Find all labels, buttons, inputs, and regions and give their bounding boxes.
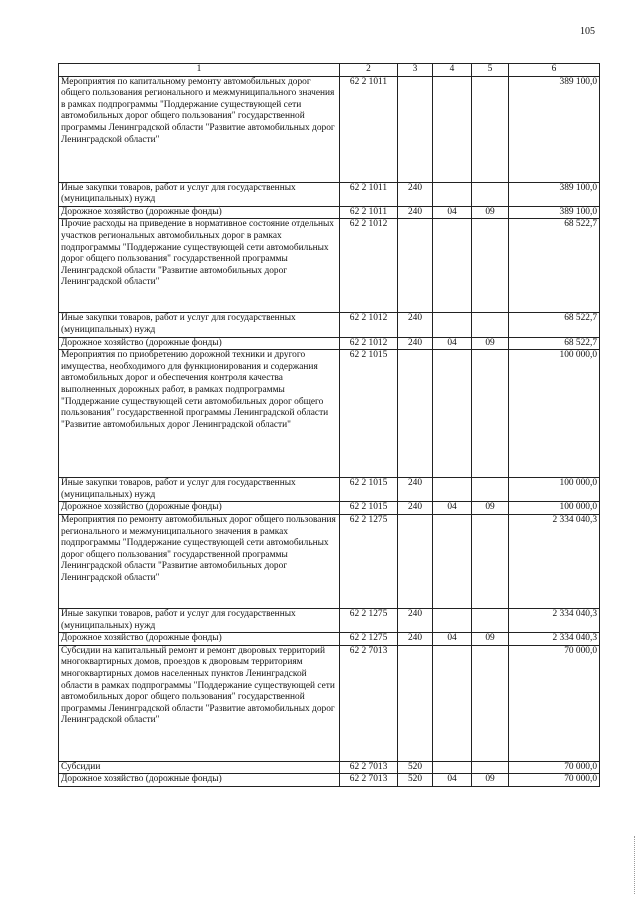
row-section [433,761,472,774]
row-section [433,313,472,337]
column-header: 2 [340,64,398,77]
row-description: Иные закупки товаров, работ и услуг для государственных (муниципальных) нужд [59,478,340,502]
row-description: Субсидии на капитальный ремонт и ремонт дворовых территорий многоквартирных домов, проездов к дворовым территориям многоквартирных домов населенных пунктов Ленинградской области в рамках подпрограммы "Поддержание существующей сети автомобильных дорог общего пользования" государственной программы Ленинградской области "Развитие автомобильных дорог Ленинградской области" [59,645,340,761]
row-subsection [472,182,509,206]
column-header: 3 [398,64,433,77]
row-target-code: 62 2 7013 [340,774,398,787]
row-amount: 100 000,0 [509,502,600,515]
row-subsection [472,350,509,478]
row-target-code: 62 2 1275 [340,633,398,646]
row-description: Дорожное хозяйство (дорожные фонды) [59,502,340,515]
row-expense-type [398,76,433,182]
row-amount: 389 100,0 [509,206,600,219]
row-description: Мероприятия по капитальному ремонту автомобильных дорог общего пользования регионального и межмуниципального значения в рамках подпрограммы "Поддержание существующей сети автомобильных дорог общего пользования" государственной программы Ленинградской области "Развитие автомобильных дорог Ленинградской области" [59,76,340,182]
row-section [433,76,472,182]
row-subsection: 09 [472,206,509,219]
page-number: 105 [580,26,595,37]
row-target-code: 62 2 1015 [340,502,398,515]
table-row [59,608,600,632]
row-amount: 70 000,0 [509,761,600,774]
row-expense-type: 520 [398,774,433,787]
row-amount: 2 334 040,3 [509,514,600,608]
row-description: Иные закупки товаров, работ и услуг для государственных (муниципальных) нужд [59,608,340,632]
row-section [433,350,472,478]
row-description: Дорожное хозяйство (дорожные фонды) [59,206,340,219]
row-target-code: 62 2 1012 [340,337,398,350]
row-amount: 68 522,7 [509,219,600,313]
row-expense-type: 240 [398,502,433,515]
row-expense-type: 240 [398,182,433,206]
row-amount: 70 000,0 [509,774,600,787]
row-description: Мероприятия по ремонту автомобильных дорог общего пользования регионального и межмуниципального значения в рамках подпрограммы "Поддержание существующей сети автомобильных дорог общего пользования" государственной программы Ленинградской области "Развитие автомобильных дорог Ленинградской области" [59,514,340,608]
column-header: 4 [433,64,472,77]
row-amount: 100 000,0 [509,350,600,478]
row-description: Дорожное хозяйство (дорожные фонды) [59,774,340,787]
row-section [433,645,472,761]
row-target-code: 62 2 7013 [340,645,398,761]
table-row [59,774,600,787]
row-subsection [472,478,509,502]
row-expense-type: 240 [398,313,433,337]
row-section: 04 [433,337,472,350]
column-header: 6 [509,64,600,77]
row-expense-type: 240 [398,337,433,350]
row-amount: 68 522,7 [509,313,600,337]
row-section: 04 [433,774,472,787]
column-header: 5 [472,64,509,77]
row-section [433,219,472,313]
row-target-code: 62 2 1012 [340,219,398,313]
row-section [433,608,472,632]
table-row [59,76,600,182]
row-section [433,478,472,502]
row-expense-type [398,514,433,608]
row-expense-type: 240 [398,608,433,632]
row-description: Дорожное хозяйство (дорожные фонды) [59,633,340,646]
row-target-code: 62 2 1011 [340,206,398,219]
row-target-code: 62 2 1012 [340,313,398,337]
table-header-row [59,64,600,77]
row-subsection [472,645,509,761]
row-subsection [472,608,509,632]
row-target-code: 62 2 1015 [340,478,398,502]
table-row [59,514,600,608]
row-description: Иные закупки товаров, работ и услуг для государственных (муниципальных) нужд [59,313,340,337]
row-amount: 100 000,0 [509,478,600,502]
row-section: 04 [433,206,472,219]
table-row [59,337,600,350]
row-expense-type [398,350,433,478]
row-target-code: 62 2 1275 [340,514,398,608]
row-description: Дорожное хозяйство (дорожные фонды) [59,337,340,350]
row-amount: 2 334 040,3 [509,633,600,646]
row-section [433,514,472,608]
row-target-code: 62 2 7013 [340,761,398,774]
table-row [59,502,600,515]
row-subsection [472,761,509,774]
row-description: Мероприятия по приобретению дорожной техники и другого имущества, необходимого для функционирования и содержания автомобильных дорог и обеспечения контроля качества выполненных дорожных работ, в рамках подпрограммы "Поддержание существующей сети автомобильных дорог общего пользования" государственной программы Ленинградской области "Развитие автомобильных дорог Ленинградской области" [59,350,340,478]
row-expense-type: 240 [398,206,433,219]
row-amount: 2 334 040,3 [509,608,600,632]
row-target-code: 62 2 1275 [340,608,398,632]
row-section [433,182,472,206]
row-expense-type: 240 [398,633,433,646]
row-amount: 68 522,7 [509,337,600,350]
row-subsection: 09 [472,502,509,515]
row-section: 04 [433,633,472,646]
row-expense-type: 240 [398,478,433,502]
table-row [59,313,600,337]
row-description: Прочие расходы на приведение в нормативное состояние отдельных участков региональных автомобильных дорог в рамках подпрограммы "Поддержание существующей сети автомобильных дорог общего пользования" государственной программы Ленинградской области "Развитие автомобильных дорог Ленинградской области" [59,219,340,313]
budget-table [58,63,600,787]
row-target-code: 62 2 1015 [340,350,398,478]
row-subsection: 09 [472,337,509,350]
row-expense-type [398,219,433,313]
row-subsection [472,514,509,608]
row-section: 04 [433,502,472,515]
table-row [59,350,600,478]
row-description: Субсидии [59,761,340,774]
scan-edge-marks [634,836,636,894]
row-expense-type [398,645,433,761]
table-row [59,645,600,761]
table-row [59,206,600,219]
row-amount: 389 100,0 [509,76,600,182]
row-expense-type: 520 [398,761,433,774]
row-target-code: 62 2 1011 [340,76,398,182]
table-row [59,478,600,502]
row-subsection [472,76,509,182]
row-target-code: 62 2 1011 [340,182,398,206]
column-header: 1 [59,64,340,77]
row-subsection: 09 [472,633,509,646]
table-row [59,761,600,774]
table-row [59,182,600,206]
row-subsection [472,219,509,313]
table-row [59,633,600,646]
row-amount: 70 000,0 [509,645,600,761]
row-subsection [472,313,509,337]
row-subsection: 09 [472,774,509,787]
row-amount: 389 100,0 [509,182,600,206]
table-row [59,219,600,313]
row-description: Иные закупки товаров, работ и услуг для государственных (муниципальных) нужд [59,182,340,206]
